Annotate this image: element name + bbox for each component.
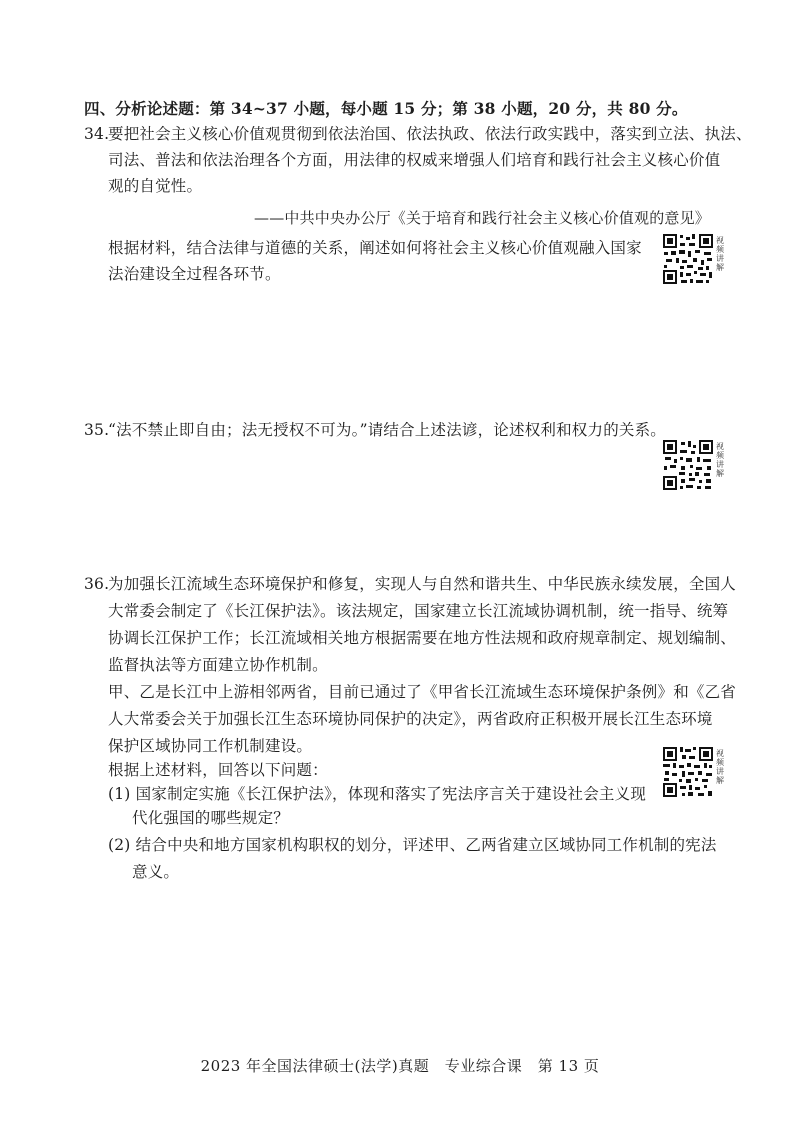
- question-36-line-2: 大常委会制定了《长江保护法》。该法规定，国家建立长江流域协调机制，统一指导、统筹: [108, 602, 729, 620]
- question-34-line-3: 观的自觉性。: [108, 177, 203, 195]
- question-36-line-6: 人大常委会关于加强长江生态环境协同保护的决定》，两省政府正积极开展长江生态环境: [108, 710, 713, 728]
- question-34-source: ——中共中央办公厅《关于培育和践行社会主义核心价值观的意见》: [254, 209, 711, 227]
- question-35-number: 35.: [84, 421, 110, 439]
- qr-caption-36: 视频讲解: [716, 749, 724, 785]
- question-36-line-7: 保护区域协同工作机制建设。: [108, 737, 313, 755]
- question-34-prompt-2: 法治建设全过程各环节。: [108, 265, 281, 283]
- question-36-sub2-line-1: (2) 结合中央和地方国家机构职权的划分，评述甲、乙两省建立区域协同工作机制的宪法: [108, 836, 717, 854]
- qr-code-icon-34[interactable]: [662, 233, 714, 285]
- question-34-line-1: 要把社会主义核心价值观贯彻到依法治国、依法执政、依法行政实践中，落实到立法、执法、: [108, 125, 752, 143]
- question-36-number: 36.: [84, 575, 110, 593]
- question-36-sub1-line-1: (1) 国家制定实施《长江保护法》，体现和落实了宪法序言关于建设社会主义现: [108, 785, 647, 803]
- question-35-text: “法不禁止即自由；法无授权不可为。”请结合上述法谚，论述权利和权力的关系。: [108, 421, 667, 439]
- question-36-sub2-line-2: 意义。: [132, 863, 180, 881]
- qr-code-icon-35[interactable]: [662, 439, 714, 491]
- question-34-line-2: 司法、普法和依法治理各个方面，用法律的权威来增强人们培育和践行社会主义核心价值: [108, 151, 721, 169]
- question-34-prompt-1: 根据材料，结合法律与道德的关系，阐述如何将社会主义核心价值观融入国家: [108, 239, 642, 257]
- qr-code-icon-36[interactable]: [662, 746, 714, 798]
- page-footer: 2023 年全国法律硕士(法学)真题 专业综合课 第 13 页: [200, 1057, 600, 1075]
- question-34-number: 34.: [84, 125, 110, 143]
- qr-caption-34: 视频讲解: [716, 236, 724, 272]
- section-title: 四、分析论述题：第 34~37 小题，每小题 15 分；第 38 小题，20 分，共 80 分。: [84, 99, 688, 118]
- question-36-line-4: 监督执法等方面建立协作机制。: [108, 656, 328, 674]
- qr-caption-35: 视频讲解: [716, 442, 724, 478]
- question-36-sub1-line-2: 代化强国的哪些规定？: [132, 809, 290, 827]
- question-36-line-5: 甲、乙是长江中上游相邻两省，目前已通过了《甲省长江流域生态环境保护条例》和《乙省: [108, 683, 737, 701]
- question-36-line-1: 为加强长江流域生态环境保护和修复，实现人与自然和谐共生、中华民族永续发展，全国人: [108, 575, 737, 593]
- question-36-line-3: 协调长江保护工作；长江流域相关地方根据需要在地方性法规和政府规章制定、规划编制、: [108, 629, 737, 647]
- question-36-line-8: 根据上述材料，回答以下问题：: [108, 761, 328, 779]
